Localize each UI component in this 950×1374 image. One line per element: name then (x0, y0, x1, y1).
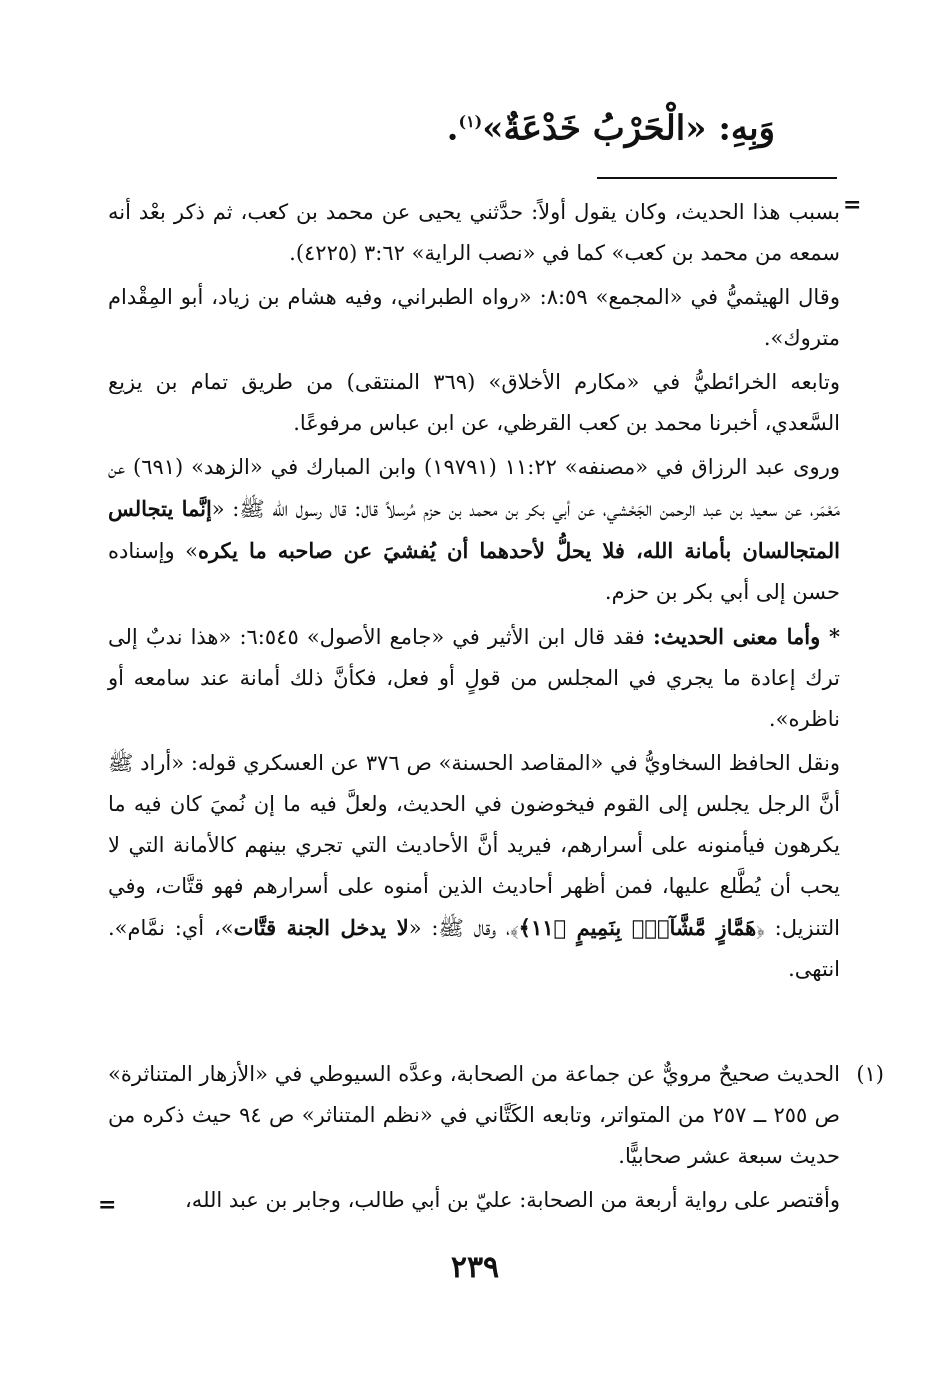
star-marker: * (820, 624, 840, 649)
quran-verse: هَمَّازٍ مَّشَّآءِۭ بِنَمِيمٍ ﴿١١﴾ (518, 915, 757, 940)
p6-text-b: ﴾، وقال ﷺ: « (408, 916, 519, 940)
heading-suffix: » (482, 108, 504, 149)
meaning-heading: وأما معنى الحديث: (652, 624, 821, 649)
p6-text-c: »، أي: نمَّام». انتهى. (108, 916, 840, 981)
p6-hadith-bold: لا يدخل الجنة قتَّات (233, 915, 409, 940)
p4-text-a: وروى عبد الرزاق في «مصنفه» ١١:٢٢ (١٩٧٩١) وابن المبارك في «الزهد» (٦٩١) عن مَعْمَر، عن سعيد بن عبد الرحمن الجَحْشي، عن أبي بكر بن محمد بن حزم مُرسلاً قال: قال رسول الله ﷺ: « (108, 455, 840, 521)
paragraph-3: وتابعه الخرائطيُّ في «مكارم الأخلاق» (٣٦٩ المنتقى) من طريق تمام بن يزيع السَّعدي، أخبرنا محمد بن كعب القرظي، عن ابن عباس مرفوعًا. (108, 370, 840, 435)
footnote-separator (597, 177, 837, 179)
footnote-1 (108, 1054, 884, 1224)
hadith-text: الْحَرْبُ خَدْعَةٌ (503, 108, 686, 149)
p4-hadith-bold: إنَّما يتجالس المتجالسان بأمانة الله، فلا يحلُّ لأحدهما أن يُفشيَ عن صاحبه ما يكره (108, 496, 841, 563)
footnote-paragraph-2: وأقتصر على رواية أربعة من الصحابة: عليّ بن أبي طالب، وجابر بن عبد الله، (185, 1188, 840, 1212)
page-number: ٢٣٩ (450, 1250, 500, 1285)
heading-end: . (446, 108, 459, 149)
paragraph-4 (108, 447, 840, 613)
p4-text-b: » وإسناده حسن إلى أبي بكر بن حزم. (108, 539, 840, 604)
paragraph-2: وقال الهيثميُّ في «المجمع» ٨:٥٩: «رواه الطبراني، وفيه هشام بن زياد، أبو المِقْدام متروك». (108, 285, 840, 350)
paragraph-1: بسبب هذا الحديث، وكان يقول أولاً: حدَّثني يحيى عن محمد بن كعب، ثم ذكر بعْد أنه سمعه من محمد بن كعب» كما في «نصب الراية» ٣:٦٢ (٤٢٢٥). (108, 200, 840, 265)
continued-footnote-text (108, 192, 840, 993)
footnote-paragraph-1: الحديث صحيحٌ مرويٌّ عن جماعة من الصحابة، وعدَّه السيوطي في «الأزهار المتناثرة» ص ٢٥٥ ــ ٢٥٧ من المتواتر، وتابعه الكَتَّاني في «نظم المتناثر» ص ٩٤ حيث ذكره من حديث سبعة عشر صحابيًّا. (108, 1062, 841, 1168)
footnote-reference[interactable]: (١) (458, 112, 483, 131)
p5-text: فقد قال ابن الأثير في «جامع الأصول» ٦:٥٤٥: «هذا ندبٌ إلى ترك إعادة ما يجري في المجلس من قولٍ أو فعل، فكأنَّ ذلك أمانة عند سامعه أو ناظره». (108, 625, 840, 731)
footnote-text (108, 1054, 840, 1221)
continuation-mark-bottom: = (98, 1192, 117, 1218)
paragraph-6 (108, 743, 840, 990)
heading-prefix: وَبِهِ: « (685, 108, 775, 149)
p6-text-a: ونقل الحافظ السخاويُّ في «المقاصد الحسنة» ص ٣٧٦ عن العسكري قوله: «أراد ﷺ أنَّ الرجل يجلس إلى القوم فيخوضون في الحديث، ولعلَّ فيه ما إن نُميَ كان فيه ما يكرهون فيأمنونه على أسرارهم، فيريد أنَّ الأحاديث التي تجري بينهم كالأمانة التي لا يحب أن يُطَّلع عليها، فمن أظهر أحاديث الذين أمنوه على أسرارهم فهو قتَّات، وفي التنزيل: ﴿ (108, 751, 841, 940)
paragraph-5 (108, 616, 840, 740)
continuation-mark-top: = (843, 192, 862, 218)
footnote-number: (١) (856, 1062, 884, 1086)
hadith-heading (215, 92, 775, 158)
